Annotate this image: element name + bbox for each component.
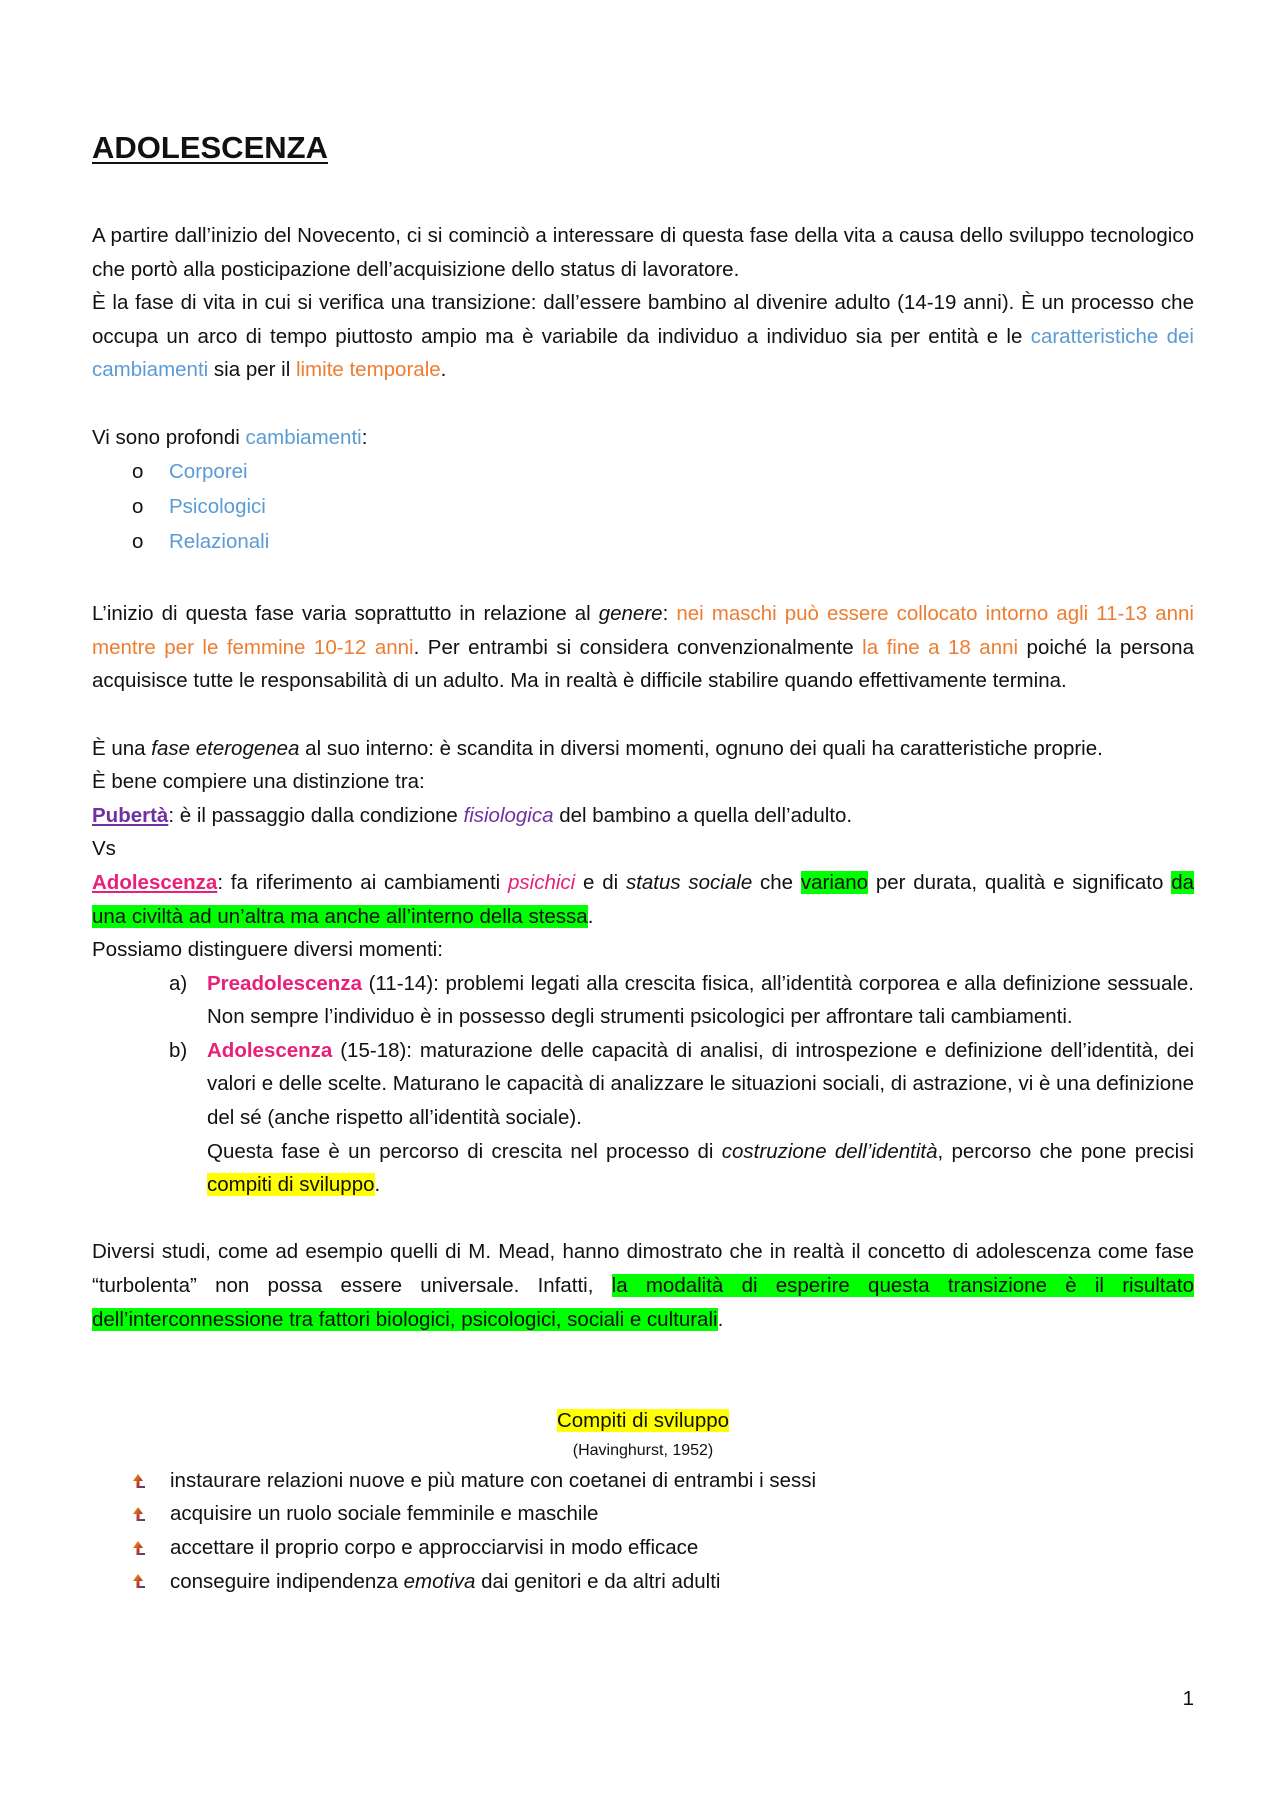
changes-lead-text: Vi sono profondi [92, 425, 246, 449]
list-item [132, 524, 1194, 559]
identity-construction-keyword: costruzione dell’identità [721, 1139, 938, 1163]
puberty-definition [92, 799, 1194, 833]
studies-paragraph [92, 1235, 1194, 1336]
puberty-term: Pubertà [92, 803, 169, 827]
changes-keyword: cambiamenti [245, 425, 362, 449]
list-item-text: acquisire un ruolo sociale femminile e maschile [170, 1502, 599, 1526]
list-item-text [207, 967, 1194, 1034]
heterogeneous-phase-keyword: fase eterogenea [151, 736, 300, 760]
bullet-o-icon: o [132, 530, 144, 554]
changes-list [92, 454, 1194, 559]
adolescence-text: . [587, 904, 594, 928]
tasks-source: (Havinghurst, 1952) [572, 1441, 714, 1459]
social-status-keyword: status sociale [625, 870, 753, 894]
list-item [132, 489, 1194, 524]
developmental-tasks-highlight: compiti di sviluppo [207, 1173, 375, 1197]
studies-text: Diversi studi, come ad esempio quelli di M. Mead, hanno dimostrato che in realtà il concetto di adolescenza come fase “turbolenta” non possa essere universale. Infatti, [92, 1240, 1194, 1298]
interconnection-highlight: la modalità di esperire questa transizione è il risultato dell’interconnessione tra fattori biologici, psicologici, sociali e culturali [92, 1274, 1194, 1331]
intro-paragraph-2 [92, 286, 1194, 387]
intro-text: sia per il [208, 358, 296, 382]
vary-highlight: variano [800, 870, 869, 894]
list-item-text [207, 1034, 1194, 1202]
phases-line-2: È bene compiere una distinzione tra: [92, 770, 425, 794]
adolescence-text: , percorso che pone precisi [937, 1139, 1194, 1163]
task-text: dai genitori e da altri adulti [475, 1569, 721, 1593]
adolescence-text: che [752, 870, 801, 894]
list-item-text [170, 1565, 720, 1599]
intro-paragraph-1 [92, 219, 1194, 286]
time-limit-text: limite temporale [295, 358, 441, 382]
list-item [169, 1034, 1194, 1202]
task-text: conseguire indipendenza [170, 1569, 404, 1593]
list-item-text: Relazionali [169, 530, 270, 554]
list-marker: b) [169, 1038, 188, 1062]
arrow-bullet-icon [130, 1573, 170, 1589]
arrow-bullet-icon [130, 1473, 170, 1489]
moments-list [92, 967, 1194, 1202]
onset-text: poiché la persona acquisisce tutte le responsabilità di un adulto. Ma in realtà è difficile stabilire quando effettivamente termina. [92, 635, 1194, 693]
bullet-o-icon: o [132, 495, 144, 519]
list-item [130, 1531, 1194, 1565]
onset-paragraph [92, 597, 1194, 698]
tasks-heading-text: Compiti di sviluppo [556, 1409, 730, 1433]
gender-keyword: genere [598, 602, 663, 626]
document-title: ADOLESCENZA [92, 130, 328, 165]
adolescence-term: Adolescenza [207, 1038, 333, 1062]
list-item [130, 1497, 1194, 1531]
list-marker: a) [169, 971, 188, 995]
changes-characteristics-text: caratteristiche dei cambiamenti [92, 324, 1194, 382]
civilization-highlight: da una civiltà ad un’altra ma anche all’interno della stessa [92, 870, 1194, 928]
page-number: 1 [1182, 1687, 1194, 1710]
phases-text: È una [92, 736, 152, 760]
intro-text: . [440, 358, 447, 382]
list-item-text: Psicologici [169, 495, 266, 519]
changes-lead-colon: : [361, 425, 368, 449]
puberty-text: : è il passaggio dalla condizione [168, 803, 464, 827]
list-item [130, 1464, 1194, 1498]
adolescence-text: per durata, qualità e significato [868, 870, 1172, 894]
phases-line-1 [92, 732, 1194, 766]
onset-ages-text: nei maschi può essere collocato intorno agli 11-13 anni mentre per le femmine 10-12 anni [92, 602, 1194, 659]
intro-text: È la fase di vita in cui si verifica una transizione: dall’essere bambino al divenire adulto (14-19 anni). È un processo che occupa un arco di tempo piuttosto ampio ma è variabile da individuo a individuo sia per entità e le [92, 291, 1194, 348]
tasks-list [92, 1464, 1194, 1598]
arrow-bullet-icon [130, 1506, 170, 1522]
preadolescence-text: (11-14): problemi legati alla crescita fisica, all’identità corporea e alla definizione sessuale. Non sempre l’individuo è in possesso degli strumenti psicologici per affrontare tali cambiamenti. [207, 971, 1194, 1029]
physiological-keyword: fisiologica [463, 803, 554, 827]
arrow-bullet-icon [130, 1540, 170, 1556]
versus-label: Vs [92, 837, 116, 861]
adolescence-term: Adolescenza [92, 870, 218, 894]
emotional-keyword: emotiva [403, 1569, 476, 1593]
adolescence-text: Questa fase è un percorso di crescita nel processo di [207, 1139, 722, 1163]
onset-text: L’inizio di questa fase varia soprattutto in relazione al [92, 602, 599, 626]
onset-text: . Per entrambi si considera convenzionalmente [413, 635, 863, 659]
studies-text: . [717, 1307, 724, 1331]
intro-text: A partire dall’inizio del Novecento, ci si cominciò a interessare di questa fase della vita a causa dello sviluppo tecnologico che portò alla posticipazione dell’acquisizione dello status di lavoratore. [92, 224, 1194, 281]
adolescence-text: . [374, 1173, 381, 1197]
preadolescence-term: Preadolescenza [207, 971, 362, 995]
phases-text: al suo interno: è scandita in diversi momenti, ognuno dei quali ha caratteristiche proprie. [299, 736, 1103, 760]
tasks-heading [92, 1404, 1194, 1438]
moments-lead: Possiamo distinguere diversi momenti: [92, 938, 443, 962]
puberty-text: del bambino a quella dell’adulto. [553, 803, 853, 827]
list-item-text: instaurare relazioni nuove e più mature con coetanei di entrambi i sessi [170, 1468, 817, 1492]
psychic-keyword: psichici [508, 870, 576, 894]
list-item-text: accettare il proprio corpo e approcciarvisi in modo efficace [170, 1536, 699, 1559]
list-item [132, 454, 1194, 489]
list-item [169, 967, 1194, 1034]
bullet-o-icon: o [132, 460, 144, 484]
list-item [130, 1565, 1194, 1599]
adolescence-definition [92, 866, 1194, 933]
onset-text: : [662, 602, 677, 626]
end-age-text: la fine a 18 anni [862, 635, 1019, 659]
changes-lead [92, 421, 1194, 455]
list-item-text: Corporei [169, 460, 248, 484]
adolescence-text: e di [575, 870, 626, 894]
adolescence-text: (15-18): maturazione delle capacità di analisi, di introspezione e definizione dell’identità, dei valori e delle scelte. Maturano le capacità di analizzare le situazioni sociali, di astrazione, vi è una definizione del sé (anche rispetto all’identità sociale). [207, 1038, 1194, 1130]
adolescence-text: : fa riferimento ai cambiamenti [217, 870, 509, 894]
